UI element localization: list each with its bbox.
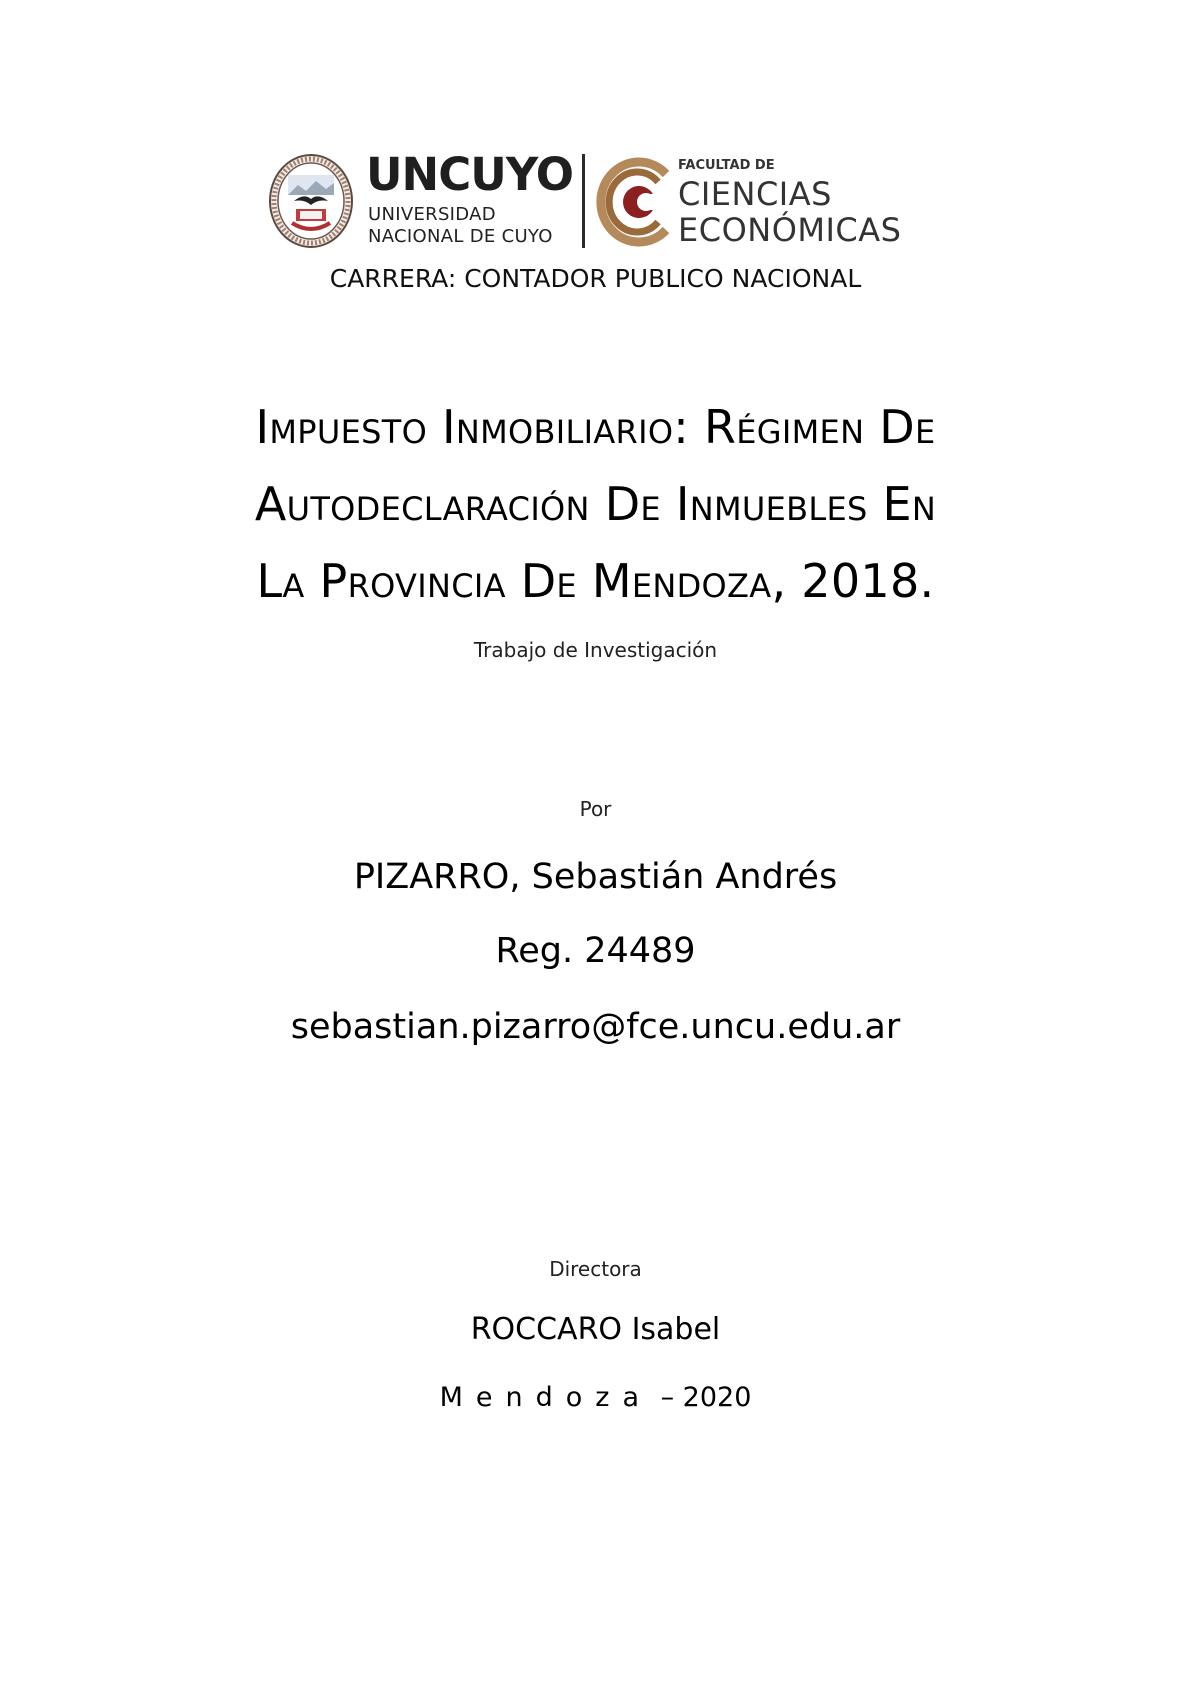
career-heading: CARRERA: CONTADOR PUBLICO NACIONAL <box>329 264 862 293</box>
title-line-1: Impuesto Inmobiliario: Régimen De <box>255 400 936 454</box>
place-and-year <box>0 1381 1191 1415</box>
document-type: Trabajo de Investigación <box>473 638 718 662</box>
university-seal-icon <box>268 153 354 249</box>
place-city: Mendoza <box>439 1382 652 1413</box>
institution-logos <box>268 148 928 256</box>
fce-c-logo-icon <box>594 156 678 248</box>
director-label: Directora <box>549 1257 642 1281</box>
author-email: sebastian.pizarro@fce.uncu.edu.ar <box>290 1007 901 1047</box>
university-short-name: UNCUYO <box>366 148 574 201</box>
by-label: Por <box>579 797 612 821</box>
title-line-3: La Provincia De Mendoza, 2018. <box>256 554 935 608</box>
year: 2020 <box>682 1382 752 1413</box>
faculty-name-line2: ECONÓMICAS <box>678 211 902 249</box>
university-full-name-line1: UNIVERSIDAD <box>368 204 496 225</box>
university-full-name-line2: NACIONAL DE CUYO <box>368 226 553 247</box>
director-name: ROCCARO Isabel <box>470 1312 721 1347</box>
document-title <box>0 389 1191 620</box>
faculty-wordmark <box>678 152 928 252</box>
year-separator: – <box>652 1382 683 1413</box>
uncuyo-wordmark <box>366 148 576 252</box>
faculty-name-line1: CIENCIAS <box>678 175 832 213</box>
logo-divider <box>582 154 585 248</box>
faculty-prefix: FACULTAD DE <box>678 158 775 173</box>
registration-number: Reg. 24489 <box>495 931 696 971</box>
author-name: PIZARRO, Sebastián Andrés <box>353 857 838 897</box>
title-line-2: Autodeclaración De Inmuebles En <box>254 477 937 531</box>
